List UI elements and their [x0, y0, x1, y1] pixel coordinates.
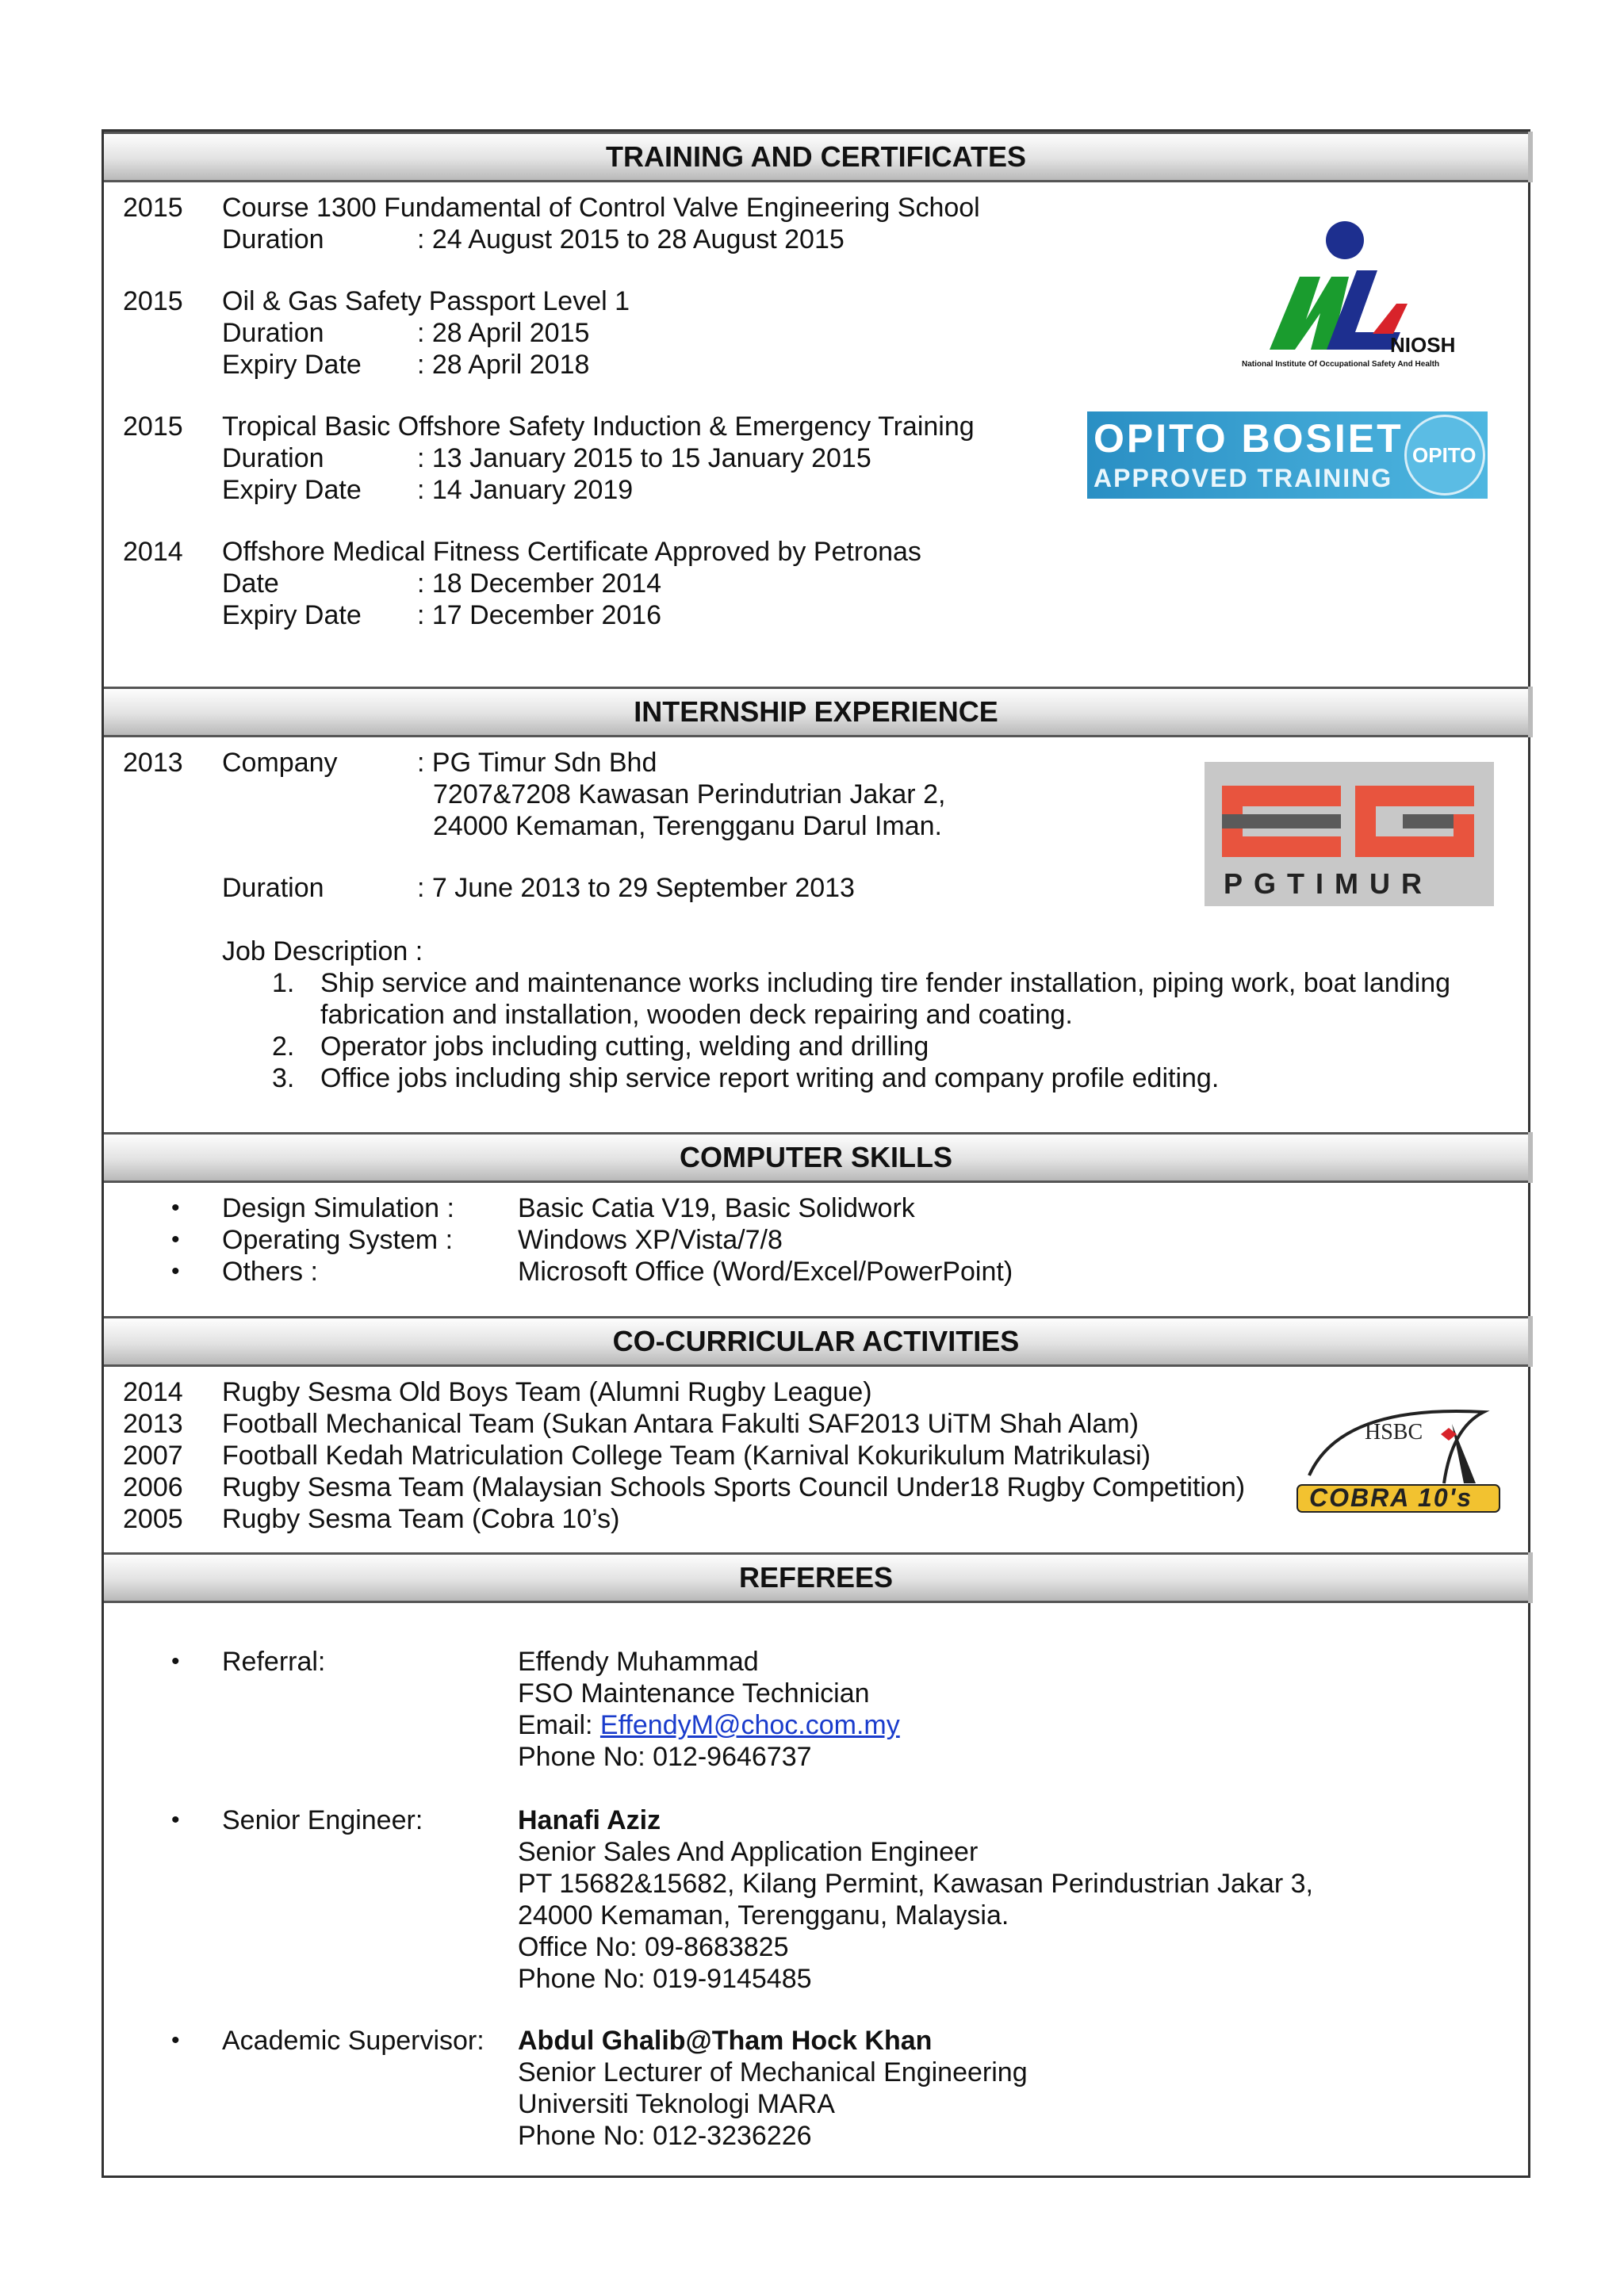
section-header-computer: COMPUTER SKILLS: [104, 1132, 1528, 1183]
skill-value: Windows XP/Vista/7/8: [518, 1225, 783, 1255]
activity-text: Rugby Sesma Team (Malaysian Schools Sports Council Under18 Rugby Competition): [222, 1472, 1246, 1502]
duration-label: Duration: [222, 873, 324, 903]
bullet-icon: •: [171, 1258, 180, 1284]
training-title: Course 1300 Fundamental of Control Valve Engineering School: [222, 193, 980, 223]
training-label: Duration: [222, 318, 324, 348]
activity-year: 2005: [123, 1504, 183, 1534]
bullet-icon: •: [171, 1807, 180, 1833]
referee-role: Academic Supervisor:: [222, 2026, 485, 2056]
training-label: Expiry Date: [222, 350, 362, 380]
referee-line: Phone No: 012-9646737: [518, 1742, 812, 1772]
company-label: Company: [222, 748, 338, 778]
hsbc-text: HSBC: [1365, 1420, 1423, 1445]
referee-line: 24000 Kemaman, Terengganu, Malaysia.: [518, 1900, 1009, 1931]
referee-line: Office No: 09-8683825: [518, 1932, 789, 1962]
bullet-icon: •: [171, 2027, 180, 2053]
skill-value: Basic Catia V19, Basic Solidwork: [518, 1193, 915, 1223]
skill-label: Design Simulation :: [222, 1193, 454, 1223]
activity-text: Football Mechanical Team (Sukan Antara Fakulti SAF2013 UiTM Shah Alam): [222, 1409, 1139, 1439]
activity-text: Rugby Sesma Old Boys Team (Alumni Rugby League): [222, 1377, 872, 1407]
referee-line: Phone No: 019-9145485: [518, 1964, 812, 1994]
company-address-2: 24000 Kemaman, Terengganu Darul Iman.: [433, 811, 942, 841]
job-description-label: Job Description :: [222, 936, 423, 966]
email-link[interactable]: EffendyM@choc.com.my: [599, 1710, 900, 1740]
pgtimur-logo-graphic: [1205, 762, 1494, 873]
training-year: 2015: [123, 286, 183, 316]
job-text: Operator jobs including cutting, welding and drilling: [320, 1031, 929, 1062]
training-title: Oil & Gas Safety Passport Level 1: [222, 286, 630, 316]
job-num: 2.: [272, 1031, 295, 1062]
opito-line2: APPROVED TRAINING: [1094, 464, 1393, 492]
opito-logo: [1087, 411, 1488, 499]
skill-label: Operating System :: [222, 1225, 454, 1255]
training-value: : 13 January 2015 to 15 January 2015: [417, 443, 871, 473]
activity-year: 2006: [123, 1472, 183, 1502]
training-value: : 17 December 2016: [417, 600, 662, 630]
niosh-tagline: National Institute Of Occupational Safety And Health: [1242, 360, 1440, 369]
pgtimur-logo-text: PGTIMUR: [1224, 867, 1433, 900]
training-value: : 14 January 2019: [417, 475, 634, 505]
activity-year: 2007: [123, 1441, 183, 1471]
training-label: Expiry Date: [222, 475, 362, 505]
duration-value: : 7 June 2013 to 29 September 2013: [417, 873, 855, 903]
job-text: fabrication and installation, wooden deck repairing and coating.: [320, 1000, 1073, 1030]
section-header-cocurricular: CO-CURRICULAR ACTIVITIES: [104, 1316, 1528, 1367]
referee-line: Senior Lecturer of Mechanical Engineering: [518, 2057, 1028, 2087]
cobra-text: COBRA 10's: [1309, 1483, 1473, 1512]
referee-line: PT 15682&15682, Kilang Permint, Kawasan Perindustrian Jakar 3,: [518, 1869, 1313, 1899]
training-year: 2015: [123, 193, 183, 223]
job-num: 1.: [272, 968, 295, 998]
training-value: : 28 April 2015: [417, 318, 590, 348]
training-label: Expiry Date: [222, 600, 362, 630]
training-value: : 28 April 2018: [417, 350, 590, 380]
pgtimur-logo: [1205, 762, 1494, 906]
training-value: : 18 December 2014: [417, 568, 662, 599]
training-label: Duration: [222, 443, 324, 473]
resume-page: [102, 129, 1530, 2178]
activity-text: Rugby Sesma Team (Cobra 10’s): [222, 1504, 620, 1534]
training-title: Offshore Medical Fitness Certificate Approved by Petronas: [222, 537, 921, 567]
bullet-icon: •: [171, 1648, 180, 1674]
job-text: Ship service and maintenance works including tire fender installation, piping work, boat landing: [320, 968, 1451, 998]
referee-line: Senior Sales And Application Engineer: [518, 1837, 979, 1867]
referee-line: Phone No: 012-3236226: [518, 2121, 812, 2151]
bullet-icon: •: [171, 1195, 180, 1221]
bullet-icon: •: [171, 1226, 180, 1253]
opito-badge-text: OPITO: [1412, 443, 1477, 467]
referee-line: Universiti Teknologi MARA: [518, 2089, 835, 2119]
referee-name: Effendy Muhammad: [518, 1647, 759, 1677]
cobra-10s-logo: [1293, 1396, 1507, 1515]
referee-role: Referral:: [222, 1647, 326, 1677]
referee-email-row: [518, 1709, 900, 1741]
activity-text: Football Kedah Matriculation College Team (Karnival Kokurikulum Matrikulasi): [222, 1441, 1151, 1471]
section-header-training: TRAINING AND CERTIFICATES: [104, 132, 1528, 182]
section-header-internship: INTERNSHIP EXPERIENCE: [104, 687, 1528, 737]
training-year: 2015: [123, 411, 183, 442]
company-address-1: 7207&7208 Kawasan Perindutrian Jakar 2,: [433, 779, 946, 809]
job-text: Office jobs including ship service report writing and company profile editing.: [320, 1063, 1220, 1093]
internship-year: 2013: [123, 748, 183, 778]
company-value: : PG Timur Sdn Bhd: [417, 748, 657, 778]
training-label: Duration: [222, 224, 324, 254]
training-year: 2014: [123, 537, 183, 567]
training-value: : 24 August 2015 to 28 August 2015: [417, 224, 845, 254]
section-header-referees: REFEREES: [104, 1552, 1528, 1603]
referee-role: Senior Engineer:: [222, 1805, 423, 1835]
activity-year: 2014: [123, 1377, 183, 1407]
referee-name: Hanafi Aziz: [518, 1805, 661, 1835]
niosh-name: NIOSH: [1390, 333, 1456, 357]
skill-label: Others :: [222, 1257, 318, 1287]
activity-year: 2013: [123, 1409, 183, 1439]
niosh-logo: [1238, 215, 1468, 377]
referee-name: Abdul Ghalib@Tham Hock Khan: [518, 2026, 933, 2056]
job-num: 3.: [272, 1063, 295, 1093]
training-title: Tropical Basic Offshore Safety Induction & Emergency Training: [222, 411, 975, 442]
email-label: Email:: [518, 1710, 600, 1740]
training-label: Date: [222, 568, 279, 599]
skill-value: Microsoft Office (Word/Excel/PowerPoint): [518, 1257, 1013, 1287]
referee-line: FSO Maintenance Technician: [518, 1678, 870, 1709]
opito-line1: OPITO BOSIET: [1094, 416, 1404, 461]
